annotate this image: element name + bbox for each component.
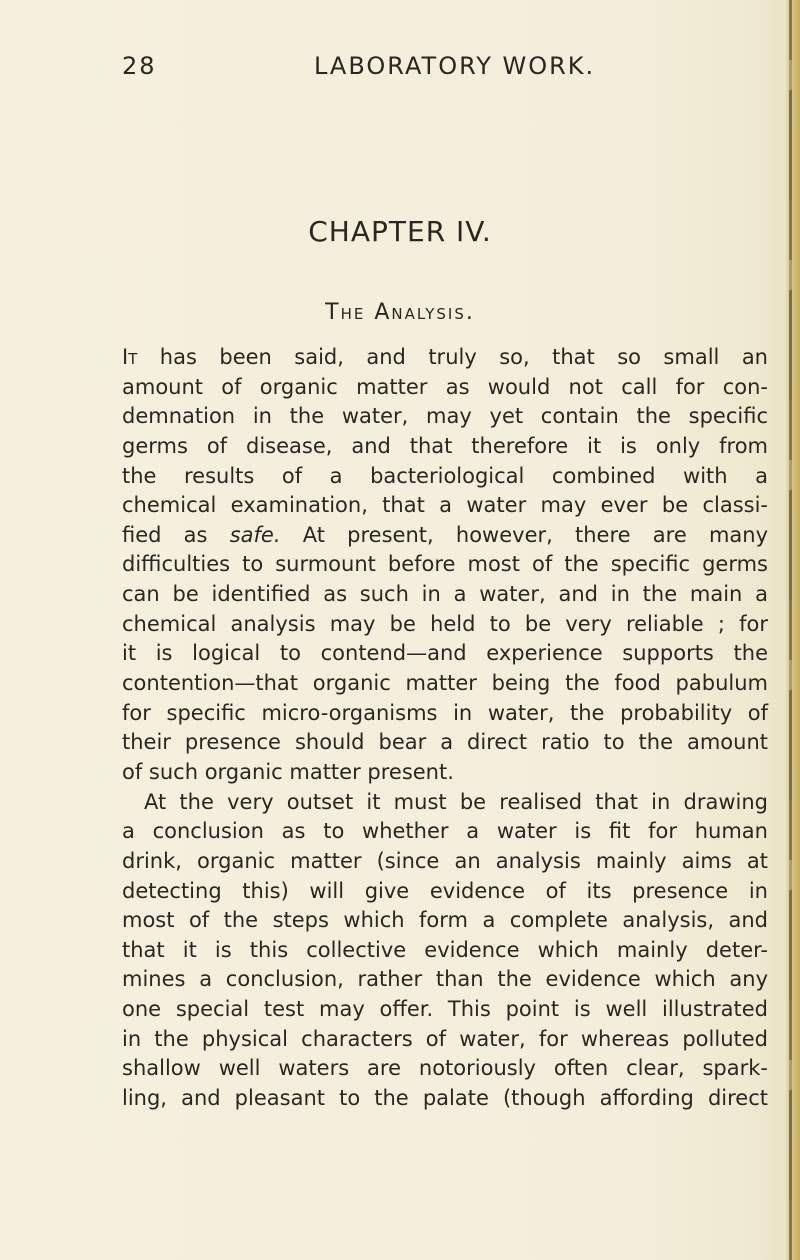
text-line: It has been said, and truly so, that so small an xyxy=(122,345,768,369)
text-line: for specific micro-organisms in water, the probability of xyxy=(122,700,768,725)
text-line: one special test may offer. This point is well illustrated xyxy=(122,997,768,1022)
text-line: demnation in the water, may yet contain the specific xyxy=(122,404,768,429)
text-line: fied as safe. At present, however, there are many xyxy=(122,522,769,547)
text-line: amount of organic matter as would not call for con- xyxy=(122,374,768,399)
chapter-heading: CHAPTER IV. xyxy=(308,215,492,248)
italic-word: safe. xyxy=(229,522,281,547)
text-line: mines a conclusion, rather than the evidence which any xyxy=(122,967,768,992)
text-line: detecting this) will give evidence of its presence in xyxy=(122,878,768,903)
text-line: a conclusion as to whether a water is fit for human xyxy=(122,819,768,844)
page-edge-shadow xyxy=(789,0,792,1260)
text-line: At the very outset it must be realised that in drawing xyxy=(144,789,768,814)
text-line: can be identified as such in a water, and in the main a xyxy=(122,582,768,607)
text-line: their presence should bear a direct ratio to the amount xyxy=(122,730,768,755)
page-number: 28 xyxy=(122,52,157,80)
text-line: contention—that organic matter being the food pabulum xyxy=(122,671,768,696)
running-title: LABORATORY WORK. xyxy=(314,52,596,80)
text-line: shallow well waters are notoriously often clear, spark- xyxy=(122,1056,768,1081)
paragraph xyxy=(122,343,768,788)
text-line: that it is this collective evidence which mainly deter- xyxy=(122,937,768,962)
text-line: ling, and pleasant to the palate (though affording direct xyxy=(122,1086,768,1111)
text-line: of such organic matter present. xyxy=(122,759,454,784)
text-line: in the physical characters of water, for whereas polluted xyxy=(122,1026,768,1051)
text-line: drink, organic matter (since an analysis mainly aims at xyxy=(122,848,768,873)
paragraph xyxy=(122,788,768,1114)
section-title: The Analysis. xyxy=(325,300,475,325)
text-line: difficulties to surmount before most of the specific germs xyxy=(122,552,768,577)
text-line: most of the steps which form a complete analysis, and xyxy=(122,908,768,933)
text-line: germs of disease, and that therefore it is only from xyxy=(122,433,768,458)
text-line: the results of a bacteriological combined with a xyxy=(122,463,768,488)
running-header xyxy=(122,52,642,88)
body-text xyxy=(122,343,768,1114)
text-line: chemical analysis may be held to be very reliable ; for xyxy=(122,611,768,636)
text-line: chemical examination, that a water may ever be classi- xyxy=(122,493,768,518)
text-line: it is logical to contend—and experience supports the xyxy=(122,641,768,666)
